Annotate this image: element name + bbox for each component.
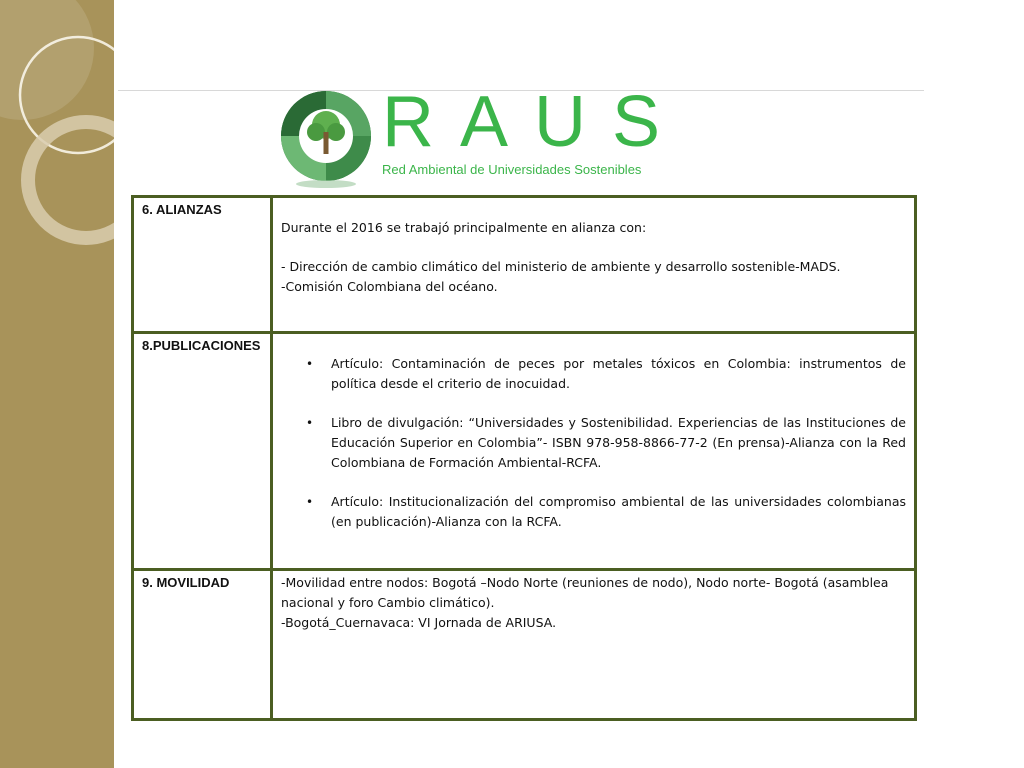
table-row-publicaciones: [133, 332, 916, 570]
alianzas-intro: Durante el 2016 se trabajó principalmente en alianza con:: [281, 220, 647, 235]
report-table: [131, 195, 917, 721]
publication-text: Libro de divulgación: “Universidades y Sostenibilidad. Experiencias de las Instituciones de Educación Superior en Colombia”- ISBN 978-958-8866-77-2 (En prensa)-Alianza con la Red Colombiana de Formación Ambiental-RCFA.: [331, 414, 906, 470]
table-row-movilidad: [133, 570, 916, 720]
tree-puzzle-icon: [278, 88, 374, 188]
movilidad-line: -Movilidad entre nodos: Bogotá –Nodo Norte (reuniones de nodo), Nodo norte- Bogotá (asamblea nacional y foro Cambio climático).: [281, 575, 889, 611]
publications-list: [306, 354, 906, 532]
row-content-alianzas: [272, 197, 916, 333]
bullet-icon: •: [306, 494, 314, 509]
logo-subtitle: Red Ambiental de Universidades Sostenibles: [382, 162, 642, 177]
row-content-publicaciones: [272, 332, 916, 570]
bullet-icon: •: [306, 356, 314, 371]
decorative-sidebar: [0, 0, 114, 768]
publication-text: Artículo: Institucionalización del compromiso ambiental de las universidades colombianas (en publicación)-Alianza con la RCFA.: [331, 493, 906, 529]
row-content-movilidad: [272, 570, 916, 720]
raus-logo: [278, 82, 687, 190]
list-item: [306, 354, 906, 394]
publication-text: Artículo: Contaminación de peces por metales tóxicos en Colombia: instrumentos de política desde el criterio de inocuidad.: [331, 355, 906, 391]
table-row-alianzas: [133, 197, 916, 333]
movilidad-line: -Bogotá_Cuernavaca: VI Jornada de ARIUSA.: [281, 615, 557, 631]
alianzas-line: -Comisión Colombiana del océano.: [281, 279, 498, 294]
row-label: 8.PUBLICACIONES: [133, 332, 272, 570]
row-label: 9. MOVILIDAD: [133, 570, 272, 720]
row-label: 6. ALIANZAS: [133, 197, 272, 333]
logo-wordmark: RAUS: [382, 82, 687, 162]
list-item: [306, 492, 906, 532]
list-item: [306, 413, 906, 473]
alianzas-line: - Dirección de cambio climático del ministerio de ambiente y desarrollo sostenible-MADS.: [281, 259, 841, 274]
decorative-circles: [0, 0, 114, 768]
bullet-icon: •: [306, 415, 314, 430]
